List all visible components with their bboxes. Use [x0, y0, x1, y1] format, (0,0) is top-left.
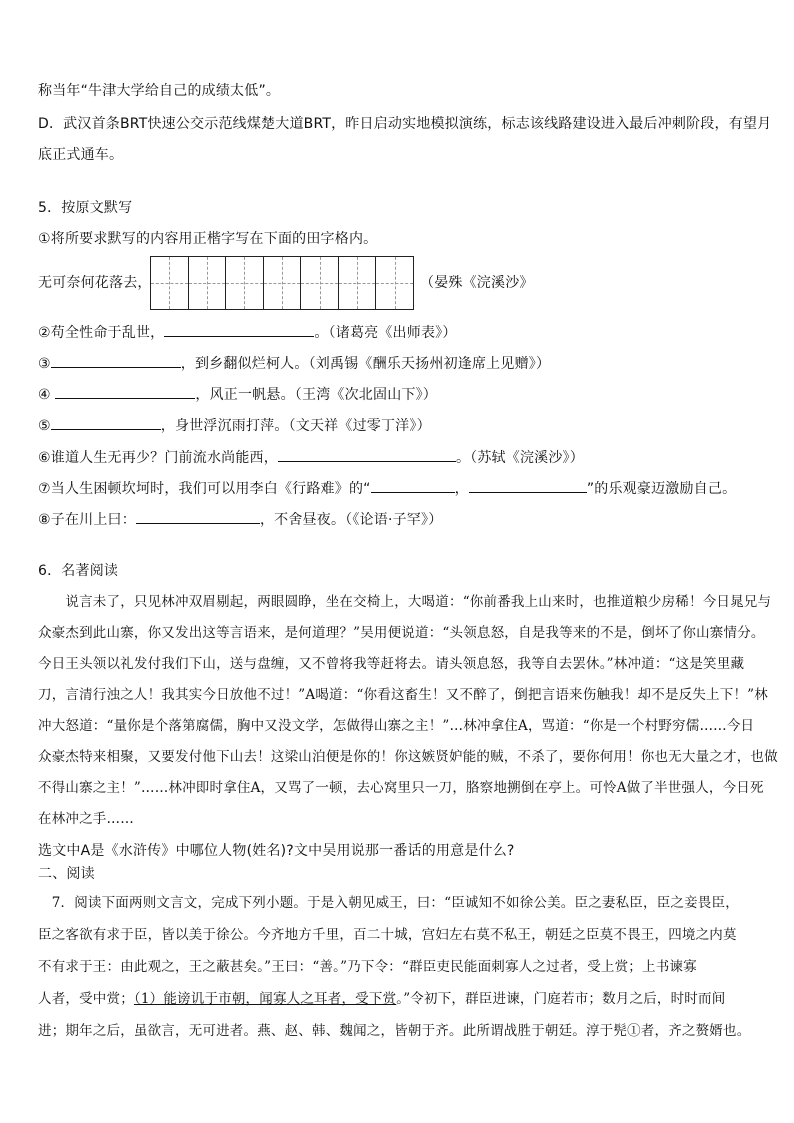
- answer-blank[interactable]: [136, 509, 260, 524]
- q7-line4-start: 人者，受中赏；: [38, 991, 134, 1007]
- q4-option-d-line1: D．武汉首条BRT快速公交示范线煤楚大道BRT，昨日启动实地模拟演练，标志该线路建设进入最后冲刺阶段，有望月: [38, 116, 772, 132]
- q6-passage-line: 说言未了，只见林冲双眉剔起，两眼圆睁，坐在交椅上，大喝道：“你前番我上山来时，也推道粮少房稀！今日晁兄与: [38, 594, 772, 610]
- q5-item7: [38, 478, 764, 499]
- q5-item1-source: （晏殊《浣溪沙》: [420, 275, 534, 291]
- answer-blank[interactable]: [371, 478, 455, 493]
- q5-item8: [38, 509, 764, 530]
- q4-option-d-line2: 底正式通车。: [38, 147, 124, 163]
- answer-blank[interactable]: [164, 322, 314, 337]
- q5-item1-instruction: ①将所要求默写的内容用正楷字写在下面的田字格内。: [38, 231, 378, 247]
- answer-blank[interactable]: [469, 478, 587, 493]
- q6-question: 选文中A是《水浒传》中哪位人物(姓名)?文中吴用说那一番话的用意是什么?: [38, 843, 515, 859]
- grid-cell[interactable]: [151, 257, 189, 309]
- q6-title: 6．名著阅读: [38, 563, 119, 579]
- q7-line: 臣之客欲有求于臣，皆以美于徐公。今齐地方千里，百二十城，宫妇左右莫不私王，朝廷之臣莫不畏王，四境之内莫: [38, 927, 737, 943]
- q5-item8-prefix: ⑧子在川上曰：: [38, 512, 136, 528]
- q7-line4: [38, 989, 764, 1009]
- q6-passage-line: 众豪杰特来相聚，又要发付他下山去！这梁山泊便是你的！你这嫉贤妒能的贼，不杀了，要你何用！你也无大量之才，也做: [38, 749, 778, 765]
- grid-cell[interactable]: [339, 257, 377, 309]
- q5-item6-suffix: 。（苏轼《浣溪沙》）: [455, 450, 584, 466]
- q5-item3-prefix: ③: [38, 356, 51, 372]
- q5-item5-suffix: ，身世浮沉雨打萍。（文天祥《过零丁洋》）: [160, 418, 431, 434]
- q5-item3: [38, 353, 764, 374]
- q5-item6: [38, 447, 764, 468]
- q5-item2: [38, 322, 764, 343]
- q7-underlined-sentence: （1）能谤讥于市朝，闻寡人之耳者，受下赏: [133, 991, 397, 1007]
- q5-item3-suffix: ，到乡翻似烂柯人。（刘禹锡《酬乐天扬州初逢席上见赠》）: [180, 356, 551, 372]
- grid-cell[interactable]: [189, 257, 227, 309]
- grid-cell[interactable]: [301, 257, 339, 309]
- q5-item4: [38, 384, 764, 405]
- q5-item2-suffix: 。（诸葛亮《出师表》）: [314, 325, 457, 341]
- q5-item4-prefix: ④: [38, 387, 56, 403]
- q5-item6-prefix: ⑥谁道人生无再少？门前流水尚能西，: [38, 450, 278, 466]
- q5-item2-prefix: ②苟全性命于乱世，: [38, 325, 165, 341]
- q6-passage-line: 刀，言清行浊之人！我其实今日放他不过！”A喝道：“你看这畜生！又不醉了，倒把言语来伤触我！却不是反失上下！”林: [38, 687, 768, 703]
- grid-cell[interactable]: [264, 257, 302, 309]
- q7-line: 进；期年之后，虽欲言，无可进者。燕、赵、韩、魏闻之，皆朝于齐。此所谓战胜于朝廷。淳于髡①者，齐之赘婿也。: [38, 1023, 751, 1039]
- q5-item5-prefix: ⑤: [38, 418, 51, 434]
- q7-line: 不有求于王：由此观之，王之蔽甚矣。”王曰：“善。”乃下令：“群臣吏民能面刺寡人之过者，受上赏；上书谏寡: [38, 959, 697, 975]
- q5-item4-suffix: ，风正一帆悬。（王湾《次北固山下》）: [195, 387, 438, 403]
- grid-cell[interactable]: [376, 257, 413, 309]
- q5-item1-left-text: 无可奈何花落去，: [38, 275, 152, 291]
- q6-passage-line: 不得山寨之主！”……林冲即时拿住A，又骂了一顿，去心窝里只一刀，胳察地搠倒在亭上。可怜A做了半世强人，今日死: [38, 780, 764, 796]
- answer-blank[interactable]: [55, 384, 195, 399]
- q6-passage-line: 今日王头领以礼发付我们下山，送与盘缠，又不曾将我等赶将去。请头领息怒，我等自去罢休。”林冲道：“这是笑里藏: [38, 656, 745, 672]
- q5-item7-comma: ，: [454, 481, 469, 497]
- grid-cell[interactable]: [226, 257, 264, 309]
- tianzi-grid[interactable]: [150, 256, 414, 310]
- q6-passage-line: 在林冲之手……: [38, 811, 134, 827]
- section-2-title: 二、阅读: [38, 866, 95, 882]
- answer-blank[interactable]: [51, 353, 181, 368]
- q5-item5: [38, 415, 764, 436]
- q4-continuation: 称当年“牛津大学给自己的成绩太低”。: [38, 83, 281, 99]
- q6-passage-line: 冲大怒道：“量你是个落第腐儒，胸中又没文学，怎做得山寨之主！”…林冲拿住A，骂道：“你是一个村野穷儒……今日: [38, 718, 755, 734]
- q6-passage-line: 众豪杰到此山寨，你又发出这等言语来，是何道理？”吴用便说道：“头领息怒，自是我等来的不是，倒坏了你山寨情分。: [38, 625, 765, 641]
- answer-blank[interactable]: [51, 415, 161, 430]
- q7-line: 7．阅读下面两则文言文，完成下列小题。于是入朝见威王，曰：“臣诚知不如徐公美。臣之妻私臣，臣之妾畏臣，: [38, 895, 739, 911]
- q5-title: 5．按原文默写: [38, 200, 133, 216]
- q5-item7-suffix: ”的乐观豪迈激励自己。: [586, 481, 737, 497]
- q5-item8-suffix: ，不舍昼夜。（《论语·子罕》）: [259, 512, 443, 528]
- q7-line4-end: 。”令初下，群臣进谏，门庭若市；数月之后，时时而间: [396, 991, 726, 1007]
- answer-blank[interactable]: [278, 447, 456, 462]
- q5-item7-prefix: ⑦当人生困顿坎坷时，我们可以用李白《行路难》的“: [38, 481, 371, 497]
